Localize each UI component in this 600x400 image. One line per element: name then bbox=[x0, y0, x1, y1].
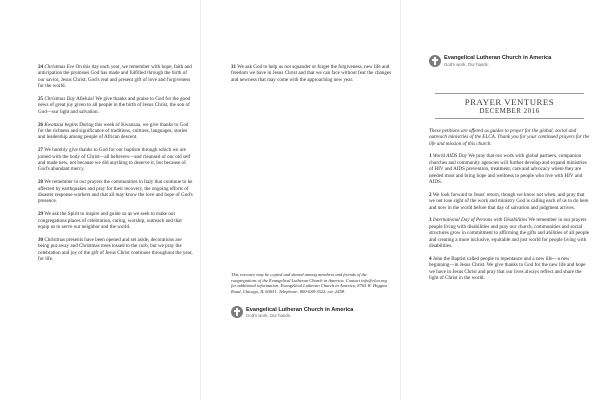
elca-logo-top bbox=[429, 55, 590, 67]
day-number: 27 bbox=[38, 147, 44, 154]
observance-name: Christmas Day bbox=[44, 96, 76, 103]
prayer-list-left bbox=[38, 64, 194, 263]
prayer-entry bbox=[38, 211, 194, 230]
day-number: 25 bbox=[38, 96, 44, 103]
day-number: 31 bbox=[231, 64, 237, 70]
org-name: Evangelical Lutheran Church in America bbox=[246, 306, 354, 313]
title-rule-bottom bbox=[435, 118, 584, 119]
cross-logo-icon bbox=[231, 306, 243, 318]
org-motto: God's work. Our hands. bbox=[246, 313, 292, 319]
prayer-entry bbox=[429, 256, 590, 282]
prayer-text: Alleluia! We give thanks and praise to God for the good news of great joy given to all people in the birth of Jesus Christ, the son of God—our light and salvation. bbox=[38, 96, 191, 115]
day-number: 3 bbox=[429, 217, 432, 224]
observance-name: Christmas Eve bbox=[44, 64, 75, 70]
prayer-entry bbox=[38, 122, 194, 141]
prayer-entry bbox=[38, 179, 194, 205]
prayer-text: We ask God to help us not squander or forget the forgiveness, new life and freedom we have in Jesus Christ and that we can face without fear the changes and newness that may come with the approaching new year. bbox=[231, 64, 392, 83]
observance-name: Kwanzaa begins bbox=[44, 121, 78, 128]
back-cover-block bbox=[231, 272, 391, 318]
prayer-entry bbox=[38, 96, 194, 115]
panel-middle bbox=[200, 0, 400, 400]
day-number: 28 bbox=[38, 179, 44, 186]
prayer-entry bbox=[429, 217, 590, 249]
elca-logo-bottom bbox=[231, 306, 391, 318]
prayer-text: John the Baptist called people to repentance and a new life—a new beginning—in Jesus Christ. We give thanks to God for the new life and hope we have in Jesus Christ and pray that our lives always reflect and share the light of Christ in the world. bbox=[429, 255, 586, 281]
day-number: 24 bbox=[38, 64, 44, 70]
page-title: PRAYER VENTURES bbox=[464, 97, 555, 107]
prayer-text: We pray that our work with global partners, companion churches and community agencies will further develop and expand ministries of HIV and AIDS prevention, treatment, care and advocacy where they are needed most and bring hope and wellness to people who live with HIV and AIDS. bbox=[429, 153, 587, 185]
day-number: 4 bbox=[429, 255, 432, 262]
panel-right-cover bbox=[400, 0, 600, 400]
prayer-list-middle bbox=[231, 64, 396, 83]
day-number: 29 bbox=[38, 211, 44, 218]
prayer-entry bbox=[38, 237, 194, 263]
org-motto: God's work. Our hands. bbox=[444, 61, 490, 67]
day-number: 26 bbox=[38, 121, 44, 128]
title-block bbox=[429, 93, 590, 119]
day-number: 1 bbox=[429, 153, 432, 160]
org-name: Evangelical Lutheran Church in America bbox=[444, 55, 552, 62]
prayer-entry bbox=[38, 147, 194, 173]
intro-text: These petitions are offered as guides to prayer for the global, social and outreach ministries of the ELCA. Thank you for your continued prayers for the life and mission of this church. bbox=[429, 128, 590, 147]
prayer-text: On this day each year, we remember with hope, faith and anticipation the promises God has made and fulfilled through the birth of our savior, Jesus Christ, God's real and present gift of love and forgiveness for the world. bbox=[38, 64, 192, 90]
cross-logo-icon bbox=[429, 55, 441, 67]
prayer-text: We remember in our prayers people living with disabilities and pray our church, communities and social structures grow in commitment to affirming the gifts and abilities of all people and creating a more inclusive, equitable and just world for people living with disabilities. bbox=[429, 217, 590, 249]
prayer-list-right bbox=[429, 153, 590, 281]
page-subtitle: DECEMBER 2016 bbox=[479, 107, 540, 115]
day-number: 30 bbox=[38, 236, 44, 243]
panel-left bbox=[0, 0, 200, 400]
prayer-text: During this week of Kwanzaa, we give thanks to God for the richness and significance of traditions, cultures, languages, stories and leadership among people of African descent. bbox=[38, 121, 189, 141]
prayer-text: We humbly give thanks to God for our baptism through which we are joined with the body of Christ—all believers—and cleansed of our old self and made new, not because we did anything to deserve it, but because of God's abundant mercy. bbox=[38, 147, 191, 173]
prayer-text: We ask the Spirit to inspire and guide us as we seek to make our congregations places of celebration, caring, worship, outreach and that equip us to serve our neighbor and the world. bbox=[38, 211, 182, 231]
observance-name: World AIDS Day bbox=[432, 153, 468, 160]
observance-name: International Day of Persons with Disabilities bbox=[432, 217, 528, 224]
prayer-text: Christmas presents have been opened and set aside, decorations are being put away and Christmas trees tossed to the curb, but we pray the celebration and joy of the gift of Jesus Christ continues throughout the year, for life. bbox=[38, 236, 193, 263]
day-number: 2 bbox=[429, 191, 432, 198]
copyright-notice: This resource may be copied and shared among members and friends of the congregations of the Evangelical Lutheran Church in America. Contact info@elca.org for additional information. Evangelical Lutheran Church in America, 8765 W. Higgins Road, Chicago, IL 60631. Telephone: 800-638-3522, ext. 2458. bbox=[231, 272, 388, 294]
prayer-text: We look forward to Jesus' return, though we know not when, and pray that we not lose sight of the work and ministry God is calling each of us to do here and now in the world before that day of salvation and judgment arrives. bbox=[429, 191, 589, 211]
prayer-entry bbox=[231, 64, 396, 83]
prayer-entry bbox=[429, 153, 590, 185]
prayer-entry bbox=[429, 192, 590, 211]
prayer-entry bbox=[38, 64, 194, 90]
prayer-text: We remember in our prayers the communities in Italy that continue to be affected by earthquakes and pray for their recovery, the ongoing efforts of disaster response workers and that all may know the love and hope of God's presence. bbox=[38, 179, 193, 205]
